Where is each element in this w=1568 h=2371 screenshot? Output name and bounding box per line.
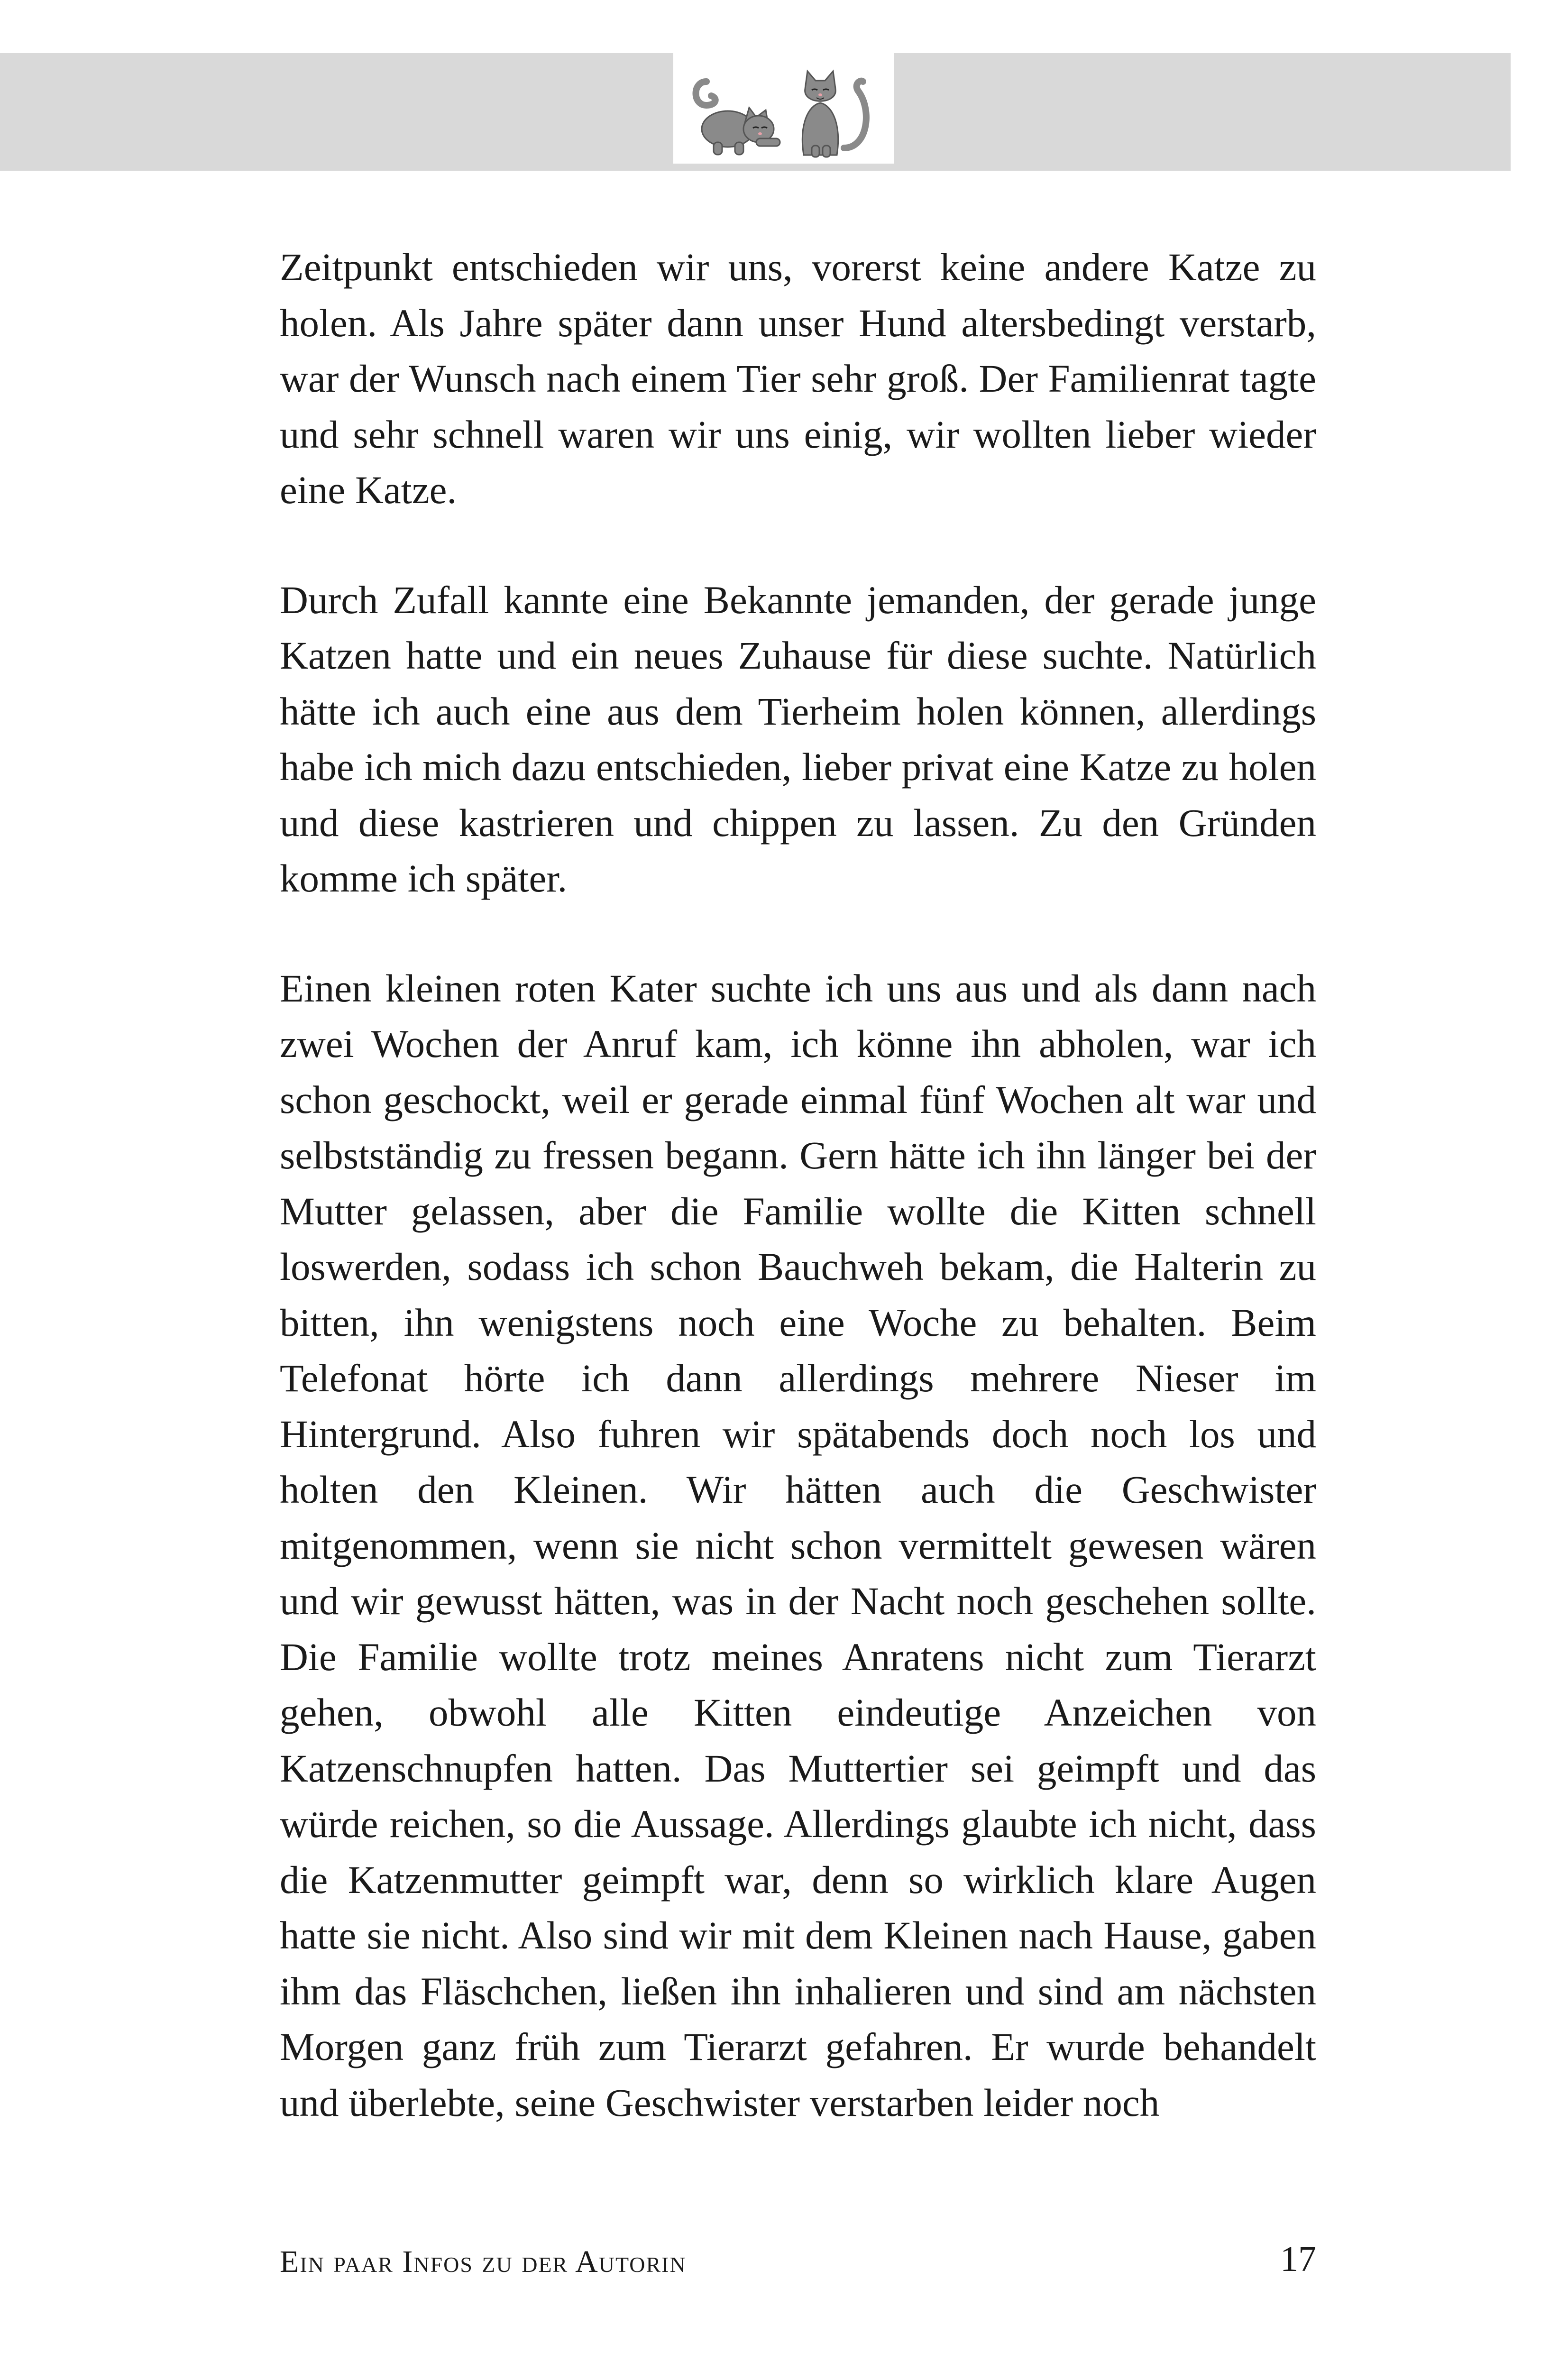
header-logo bbox=[673, 53, 894, 164]
body-text bbox=[280, 239, 1316, 2131]
running-footer-title: Ein paar Infos zu der Autorin bbox=[280, 2244, 687, 2279]
paragraph-1: Zeitpunkt entschieden wir uns, vorerst keine andere Katze zu holen. Als Jahre später dann unser Hund altersbedingt verstarb, war der Wunsch nach einem Tier sehr groß. Der Familienrat tagte und sehr schnell waren wir uns einig, wir wollten lieber wieder eine Katze. bbox=[280, 245, 1316, 512]
paragraph-2: Durch Zufall kannte eine Bekannte jemanden, der gerade junge Katzen hatte und ein neues Zuhause für diese suchte. Natürlich hätte ich auch eine aus dem Tierheim holen können, allerdings habe ich mich dazu entschieden, lieber privat eine Katze zu holen und diese kastrieren und chippen zu lassen. Zu den Gründen komme ich später. bbox=[280, 578, 1316, 900]
two-cats-icon bbox=[673, 53, 894, 164]
page-number: 17 bbox=[1280, 2239, 1316, 2279]
paragraph-3: Einen kleinen roten Kater suchte ich uns aus und als dann nach zwei Wochen der Anruf kam, ich könne ihn abholen, war ich schon geschockt, weil er gerade einmal fünf Wochen alt war und selbstständig zu fressen begann. Gern hätte ich ihn länger bei der Mutter gelassen, aber die Familie wollte die Kitten schnell loswerden, sodass ich schon Bauchweh bekam, die Halterin zu bitten, ihn wenigstens noch eine Woche zu behalten. Beim Telefonat hörte ich dann allerdings mehrere Nieser im Hintergrund. Also fuhren wir spätabends doch noch los und holten den Kleinen. Wir hätten auch die Geschwister mitgenommen, wenn sie nicht schon vermittelt gewesen wären und wir gewusst hätten, was in der Nacht noch geschehen sollte. Die Familie wollte trotz meines Anratens nicht zum Tierarzt gehen, obwohl alle Kitten eindeutige Anzeichen von Katzenschnupfen hatten. Das Muttertier sei geimpft und das würde reichen, so die Aussage. Allerdings glaubte ich nicht, dass die Katzenmutter geimpft war, denn so wirklich klare Augen hatte sie nicht. Also sind wir mit dem Kleinen nach Hause, gaben ihm das Fläschchen, ließen ihn inhalieren und sind am nächsten Morgen ganz früh zum Tierarzt gefahren. Er wurde behandelt und überlebte, seine Geschwister verstarben leider noch bbox=[280, 966, 1316, 2124]
